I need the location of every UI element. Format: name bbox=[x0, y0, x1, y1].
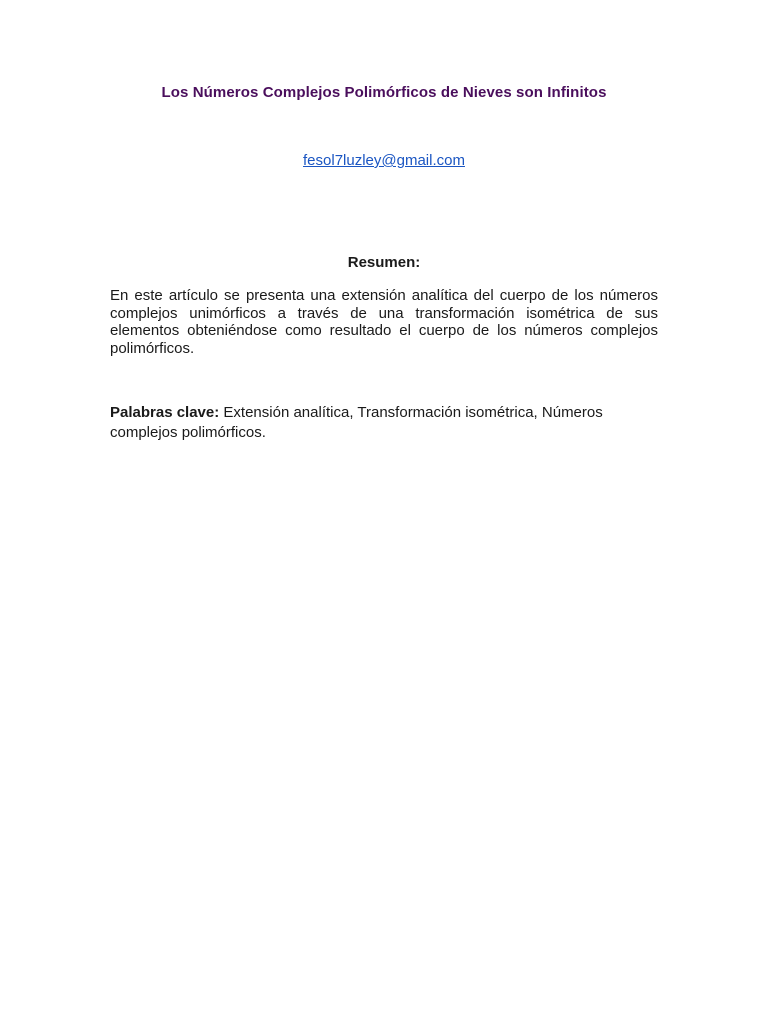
abstract-heading: Resumen: bbox=[347, 254, 421, 271]
keywords-text: Extensión analítica, Transformación isométrica, Números complejos polimórficos. bbox=[110, 404, 603, 441]
author-email-link[interactable]: fesol7luzley@gmail.com bbox=[303, 152, 465, 169]
abstract-text: En este artículo se presenta una extensión analítica del cuerpo de los números complejos unimórficos a través de una transformación isométrica de sus elementos obteniéndose como resultado el cuerpo de los números complejos polimórficos. bbox=[110, 287, 658, 357]
keywords-paragraph bbox=[110, 403, 658, 443]
document-title: Los Números Complejos Polimórficos de Nieves son Infinitos bbox=[161, 84, 607, 101]
keywords-label: Palabras clave: bbox=[110, 404, 220, 421]
